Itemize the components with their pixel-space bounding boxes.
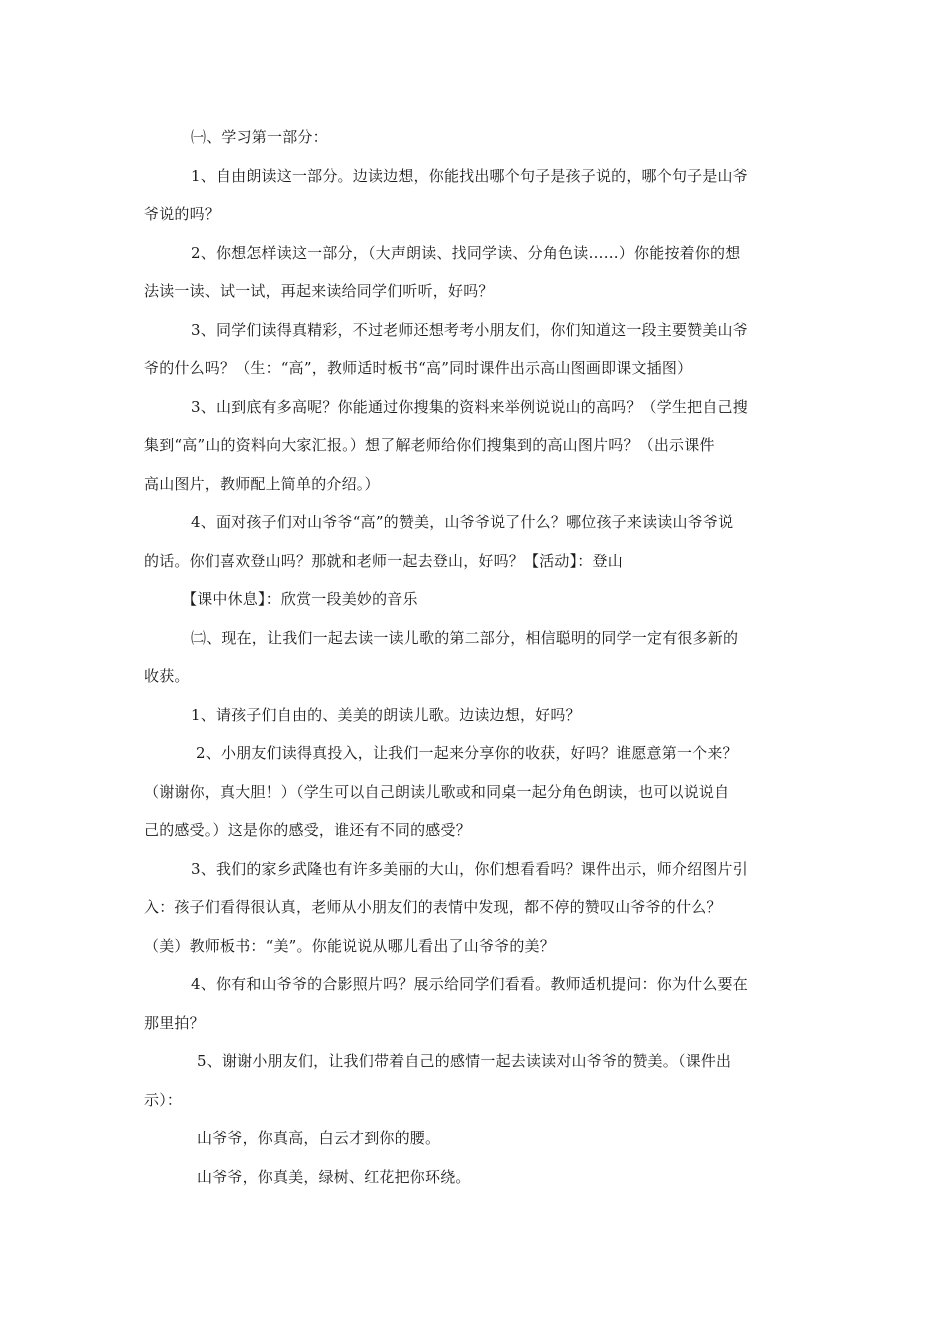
paragraph-line: 1、请孩子们自由的、美美的朗读儿歌。边读边想，好吗？ [191, 705, 581, 724]
poem-line: 山爷爷，你真美，绿树、红花把你环绕。 [197, 1167, 471, 1186]
paragraph-line: 【课中休息】：欣赏一段美妙的音乐 [182, 590, 418, 608]
document-body [144, 118, 806, 1196]
paragraph-line: 3、山到底有多高呢？你能通过你搜集的资料来举例说说山的高吗？（学生把自己搜 [191, 397, 748, 416]
paragraph-line: 爷说的吗？ [144, 205, 221, 223]
paragraph-line: 2、小朋友们读得真投入，让我们一起来分享你的收获，好吗？谁愿意第一个来？ [196, 744, 738, 762]
paragraph-line: 法读一读、试一试，再起来读给同学们听听，好吗？ [144, 282, 494, 300]
paragraph-line: （美）教师板书：“美”。你能说说从哪儿看出了山爷爷的美？ [144, 936, 555, 955]
paragraph-line: 4、面对孩子们对山爷爷“高”的赞美，山爷爷说了什么？哪位孩子来读读山爷爷说 [191, 513, 734, 531]
paragraph-line: 3、同学们读得真精彩，不过老师还想考考小朋友们，你们知道这一段主要赞美山爷 [191, 320, 748, 339]
paragraph-line: 2、你想怎样读这一部分，（大声朗读、找同学读、分角色读……）你能按着你的想 [191, 243, 741, 262]
paragraph-line: 的话。你们喜欢登山吗？那就和老师一起去登山，好吗？【活动】：登山 [144, 551, 623, 570]
section-heading-1: ㈠、学习第一部分： [191, 128, 328, 146]
paragraph-line: 收获。 [144, 667, 190, 685]
paragraph-line: 4、你有和山爷爷的合影照片吗？展示给同学们看看。教师适机提问：你为什么要在 [191, 975, 748, 993]
paragraph-line: 爷的什么吗？（生：“高”，教师适时板书“高”同时课件出示高山图画即课文插图） [144, 359, 693, 377]
paragraph-line: 示）： [144, 1090, 183, 1109]
paragraph-line: （谢谢你，真大胆！）（学生可以自己朗读儿歌或和同桌一起分角色朗读，也可以说说自 [144, 782, 730, 801]
paragraph-line: 5、谢谢小朋友们，让我们带着自己的感情一起去读读对山爷爷的赞美。（课件出 [197, 1052, 732, 1070]
poem-line: 山爷爷，你真高，白云才到你的腰。 [197, 1129, 441, 1147]
paragraph-line: 入：孩子们看得很认真，老师从小朋友们的表情中发现，都不停的赞叹山爷爷的什么？ [144, 898, 722, 916]
paragraph-line: 己的感受。）这是你的感受，谁还有不同的感受？ [144, 821, 471, 839]
section-heading-2: ㈡、现在，让我们一起去读一读儿歌的第二部分，相信聪明的同学一定有很多新的 [191, 628, 739, 647]
paragraph-line: 集到“高”山的资料向大家汇报。）想了解老师给你们搜集到的高山图片吗？（出示课件 [144, 436, 715, 454]
paragraph-line: 1、自由朗读这一部分。边读边想，你能找出哪个句子是孩子说的，哪个句子是山爷 [191, 166, 748, 185]
paragraph-line: 3、我们的家乡武隆也有许多美丽的大山，你们想看看吗？课件出示，师介绍图片引 [191, 859, 748, 878]
paragraph-line: 那里拍？ [144, 1013, 205, 1032]
paragraph-line: 高山图片，教师配上简单的介绍。） [144, 474, 380, 493]
